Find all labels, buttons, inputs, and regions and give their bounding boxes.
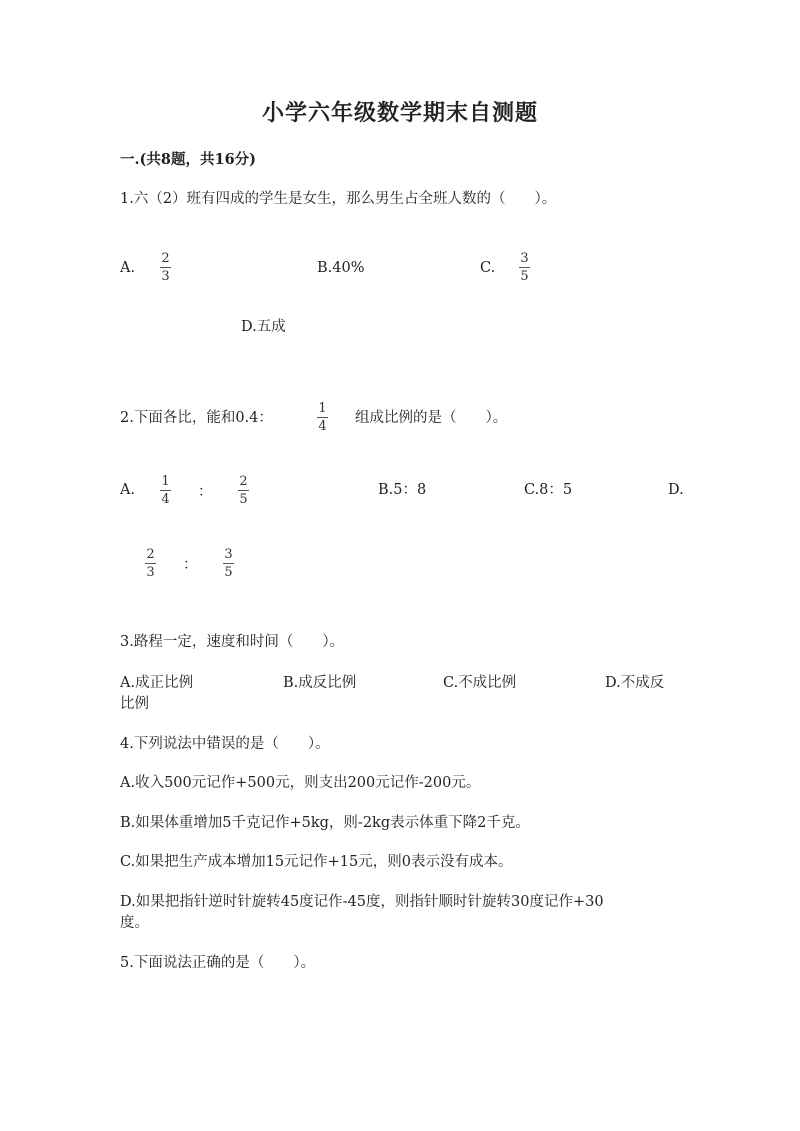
fraction-numerator: 2 [146,547,155,562]
fraction-bar [145,563,156,564]
fraction-numerator: 3 [224,547,233,562]
fraction-numerator: 1 [318,401,327,416]
fraction-bar [160,490,171,491]
q4-option-c: C.如果把生产成本增加15元记作+15元，则0表示没有成本。 [120,854,513,870]
q3-option-d-line2: 比例 [120,696,149,712]
question-1-stem: 1.六（2）班有四成的学生是女生，那么男生占全班人数的（ ）。 [120,191,557,207]
question-2-stem-suffix: 组成比例的是（ ）。 [355,410,508,426]
q2-option-d-label: D. [668,482,684,498]
fraction-numerator: 3 [520,251,529,266]
q2-option-c: C.8：5 [524,482,573,498]
fraction-bar [223,563,234,564]
q2-option-d-colon: ： [183,557,198,573]
q2-option-b: B.5：8 [378,482,427,498]
q2-option-d-fraction-2 [223,547,234,580]
fraction-bar [238,490,249,491]
fraction-numerator: 1 [161,474,170,489]
question-2-stem-prefix: 2.下面各比，能和0.4： [120,410,273,426]
page-title: 小学六年级数学期末自测题 [261,100,538,126]
q1-option-c-label: C. [480,260,496,276]
q4-option-d-line2: 度。 [120,915,149,931]
fraction-denominator: 5 [224,565,233,580]
q2-option-a-label: A. [120,482,136,498]
question-3-stem: 3.路程一定，速度和时间（ ）。 [120,634,345,650]
q2-stem-fraction [317,401,328,434]
section-header: 一.(共8题，共16分) [120,151,257,168]
q3-option-a: A.成正比例 [120,675,194,691]
q3-option-d-line1: D.不成反 [605,675,665,691]
fraction-denominator: 3 [161,269,170,284]
q1-option-d: D.五成 [241,319,286,335]
q2-option-a-fraction-1 [160,474,171,507]
q2-option-a-colon: ： [198,484,213,500]
question-4-stem: 4.下列说法中错误的是（ ）。 [120,736,330,752]
q1-option-b: B.40% [317,260,365,276]
q2-option-d-fraction-1 [145,547,156,580]
fraction-denominator: 5 [239,492,248,507]
q1-option-c-fraction [519,251,530,284]
fraction-denominator: 5 [520,269,529,284]
fraction-bar [160,267,171,268]
fraction-denominator: 4 [318,419,327,434]
q4-option-d-line1: D.如果把指针逆时针旋转45度记作-45度，则指针顺时针旋转30度记作+30 [120,894,604,910]
fraction-bar [317,417,328,418]
q3-option-c: C.不成比例 [443,675,517,691]
q4-option-b: B.如果体重增加5千克记作+5kg，则-2kg表示体重下降2千克。 [120,815,530,831]
q1-option-a-fraction [160,251,171,284]
q3-option-b: B.成反比例 [283,675,357,691]
fraction-numerator: 2 [161,251,170,266]
q2-option-a-fraction-2 [238,474,249,507]
q1-option-a-label: A. [120,260,136,276]
fraction-denominator: 4 [161,492,170,507]
fraction-denominator: 3 [146,565,155,580]
fraction-bar [519,267,530,268]
question-5-stem: 5.下面说法正确的是（ ）。 [120,955,316,971]
q4-option-a: A.收入500元记作+500元，则支出200元记作-200元。 [120,775,481,791]
fraction-numerator: 2 [239,474,248,489]
